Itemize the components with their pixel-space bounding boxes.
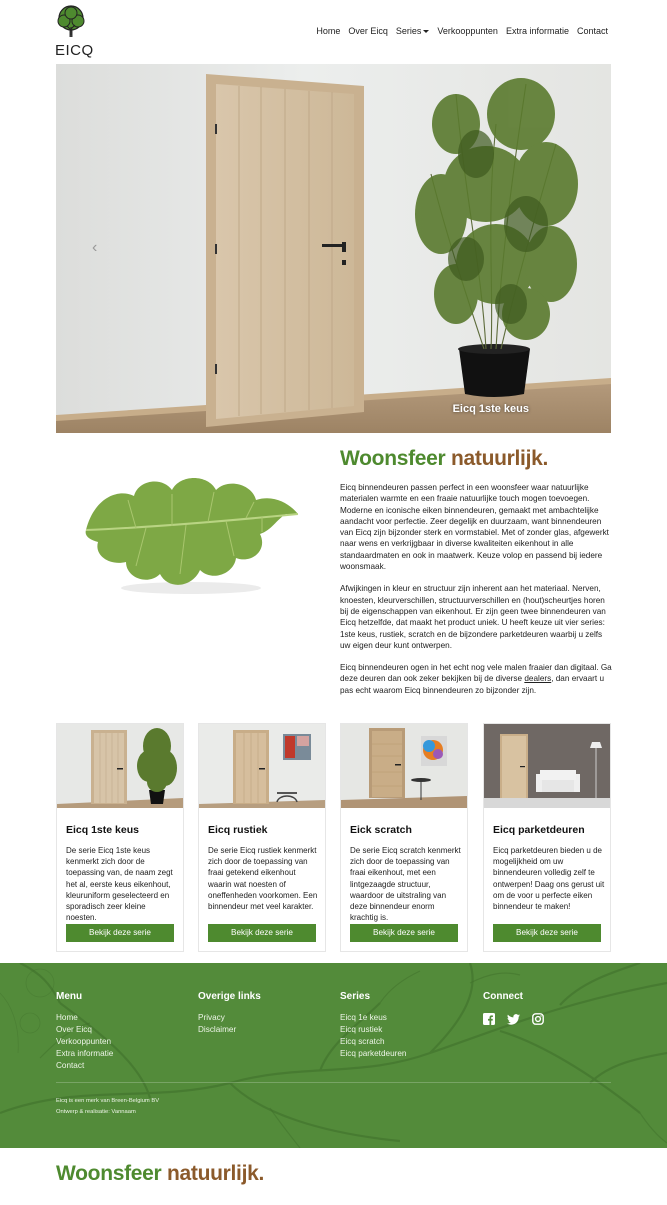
series-card-scratch [340,723,468,952]
tagline-green: Woonsfeer [56,1162,162,1185]
footer-link-over-eicq[interactable]: Over Eicq [56,1025,92,1034]
footer-link-scratch[interactable]: Eicq scratch [340,1037,385,1046]
nav-verkooppunten[interactable]: Verkooppunten [437,26,498,36]
footer-brand-note: Eicq is een merk van Breen-Belgium BV [56,1098,160,1104]
view-series-button[interactable]: Bekijk deze serie [66,924,174,942]
series-card-parketdeuren [483,723,611,952]
footer-link-privacy[interactable]: Privacy [198,1013,225,1022]
series-card-rustiek [198,723,326,952]
footer-connect-heading: Connect [483,991,523,1002]
footer-design-credit: Ontwerp & realisatie: Vannaam [56,1109,136,1115]
card-text: De serie Eicq rustiek kenmerkt zich door de toepassing van fraai getekend eikenhout waarin wat noesten of oneffenheden voorkomen. Een binnendeur met veel karakter. [208,846,318,912]
intro-paragraph-1: Eicq binnendeuren passen perfect in een woonsfeer waar natuurlijke materialen warmte en een fraaie natuurlijke touch mogen toevoegen. Moderne en iconische eiken binnendeuren, gemaakt met ambachtelijke aandacht voor perfectie. Zeer degelijk en duurzaam, want binnendeuren van Eicq zijn bijzonder sterk en vormstabiel. Met of zonder glas, afgewerkt naar wens en verkrijgbaar in diverse kwaliteiten eikenhout in alle standaardmaten en ook in maatwerk. Keuze volop en passend bij iedere woonsmaak. [340,483,609,572]
site-header [0,0,667,63]
footer-link-extra-informatie[interactable]: Extra informatie [56,1049,114,1058]
card-image-1ste-keus [57,724,183,808]
nav-series[interactable] [391,26,430,36]
intro-title [340,447,612,471]
footer-divider [56,1082,611,1083]
site-footer [0,963,667,1148]
intro-paragraph-3 [340,662,612,696]
card-image-scratch [341,724,467,808]
logo-wordmark: EICQ [55,42,94,59]
card-text: Eicq parketdeuren bieden u de mogelijkheid om uw binnendeuren volledig zelf te ontwerpen! Daag ons gerust uit om de voor u perfecte eiken binnendeur te maken! [493,846,605,912]
intro-paragraph-2: Afwijkingen in kleur en structuur zijn inherent aan het materiaal. Nerven, knoesten, kleurverschillen, structuurverschillen en (hout)scheurtjes horen bij de eigenschappen van eikenhout. Er zijn geen twee binnendeuren van Eicq hetzelfde, dat maakt het product uniek. U heeft keuze uit vier series: 1ste keus, rustiek, scratch en de bijzondere parketdeuren waarbij u zelfs uw eigen deur kunt ontwerpen. [340,584,606,650]
nav-over-eicq[interactable]: Over Eicq [348,26,388,36]
card-title: Eicq parketdeuren [493,824,585,836]
twitter-icon[interactable] [507,1012,520,1030]
facebook-icon[interactable] [483,1012,495,1030]
carousel-prev-icon[interactable]: ‹ [92,239,98,256]
footer-link-parketdeuren[interactable]: Eicq parketdeuren [340,1049,407,1058]
intro-title-brown: natuurlijk. [450,447,549,470]
hero-carousel [56,64,611,433]
footer-link-contact[interactable]: Contact [56,1061,85,1070]
hero-door-image [56,64,611,433]
nav-contact[interactable]: Contact [576,26,608,36]
footer-credits [56,1096,159,1118]
card-image-parketdeuren [484,724,610,808]
card-text: De serie Eicq 1ste keus kenmerkt zich door de toepassing van, de naam zegt het al, eerste keus eikenhout, kleuruniform geselecteerd en sporadisch zeer kleine noesten. [66,846,173,923]
nav-extra-informatie[interactable]: Extra informatie [505,26,569,36]
series-card-1ste-keus [56,723,184,952]
instagram-icon[interactable] [532,1012,544,1030]
oak-leaf-image [76,470,306,600]
social-links [483,1012,544,1030]
card-image-rustiek [199,724,325,808]
tagline-brown: natuurlijk. [166,1162,265,1185]
nav-home[interactable]: Home [316,26,341,36]
footer-menu-heading: Menu [56,991,83,1002]
footer-link-home[interactable]: Home [56,1013,78,1022]
footer-link-1e-keus[interactable]: Eicq 1e keus [340,1013,387,1022]
view-series-button[interactable]: Bekijk deze serie [350,924,458,942]
intro-paragraph-3-after: , dan ervaart u pas echt waarom Eicq binnendeuren zo bijzonder zijn. [340,674,604,695]
card-title: Eicq rustiek [208,824,268,836]
card-title: Eicq 1ste keus [66,824,139,836]
footer-link-rustiek[interactable]: Eicq rustiek [340,1025,383,1034]
caret-down-icon [423,30,429,33]
view-series-button[interactable]: Bekijk deze serie [208,924,316,942]
footer-other-heading: Overige links [198,991,261,1002]
footer-connect [483,991,544,1030]
intro-paragraph-3-before: Eicq binnendeuren ogen in het echt nog vele malen fraaier dan digitaal. Ga deze deuren dan ook zeker bekijken bij de diverse [340,663,612,684]
intro-section [340,447,612,707]
card-title: Eick scratch [350,824,412,836]
footer-series-heading: Series [340,991,371,1002]
footer-other-links [198,991,261,1036]
footer-menu [56,991,113,1072]
logo-link[interactable] [55,5,94,59]
footer-link-verkooppunten[interactable]: Verkooppunten [56,1037,112,1046]
bottom-tagline [56,1162,264,1186]
card-text: De serie Eicq scratch kenmerkt zich door de toepassing van fraai eikenhout, met een lintgezaagde structuur, waardoor de uitstraling van deze binnendeur enorm krachtig is. [350,846,461,923]
nav-series-label: Series [395,26,422,36]
view-series-button[interactable]: Bekijk deze serie [493,924,601,942]
dealers-link[interactable]: dealers [524,674,552,684]
footer-link-disclaimer[interactable]: Disclaimer [198,1025,237,1034]
intro-title-green: Woonsfeer [340,447,446,470]
hero-caption: Eicq 1ste keus [452,403,529,415]
main-nav [311,26,608,36]
footer-series [340,991,406,1060]
tree-logo-icon [55,5,87,43]
